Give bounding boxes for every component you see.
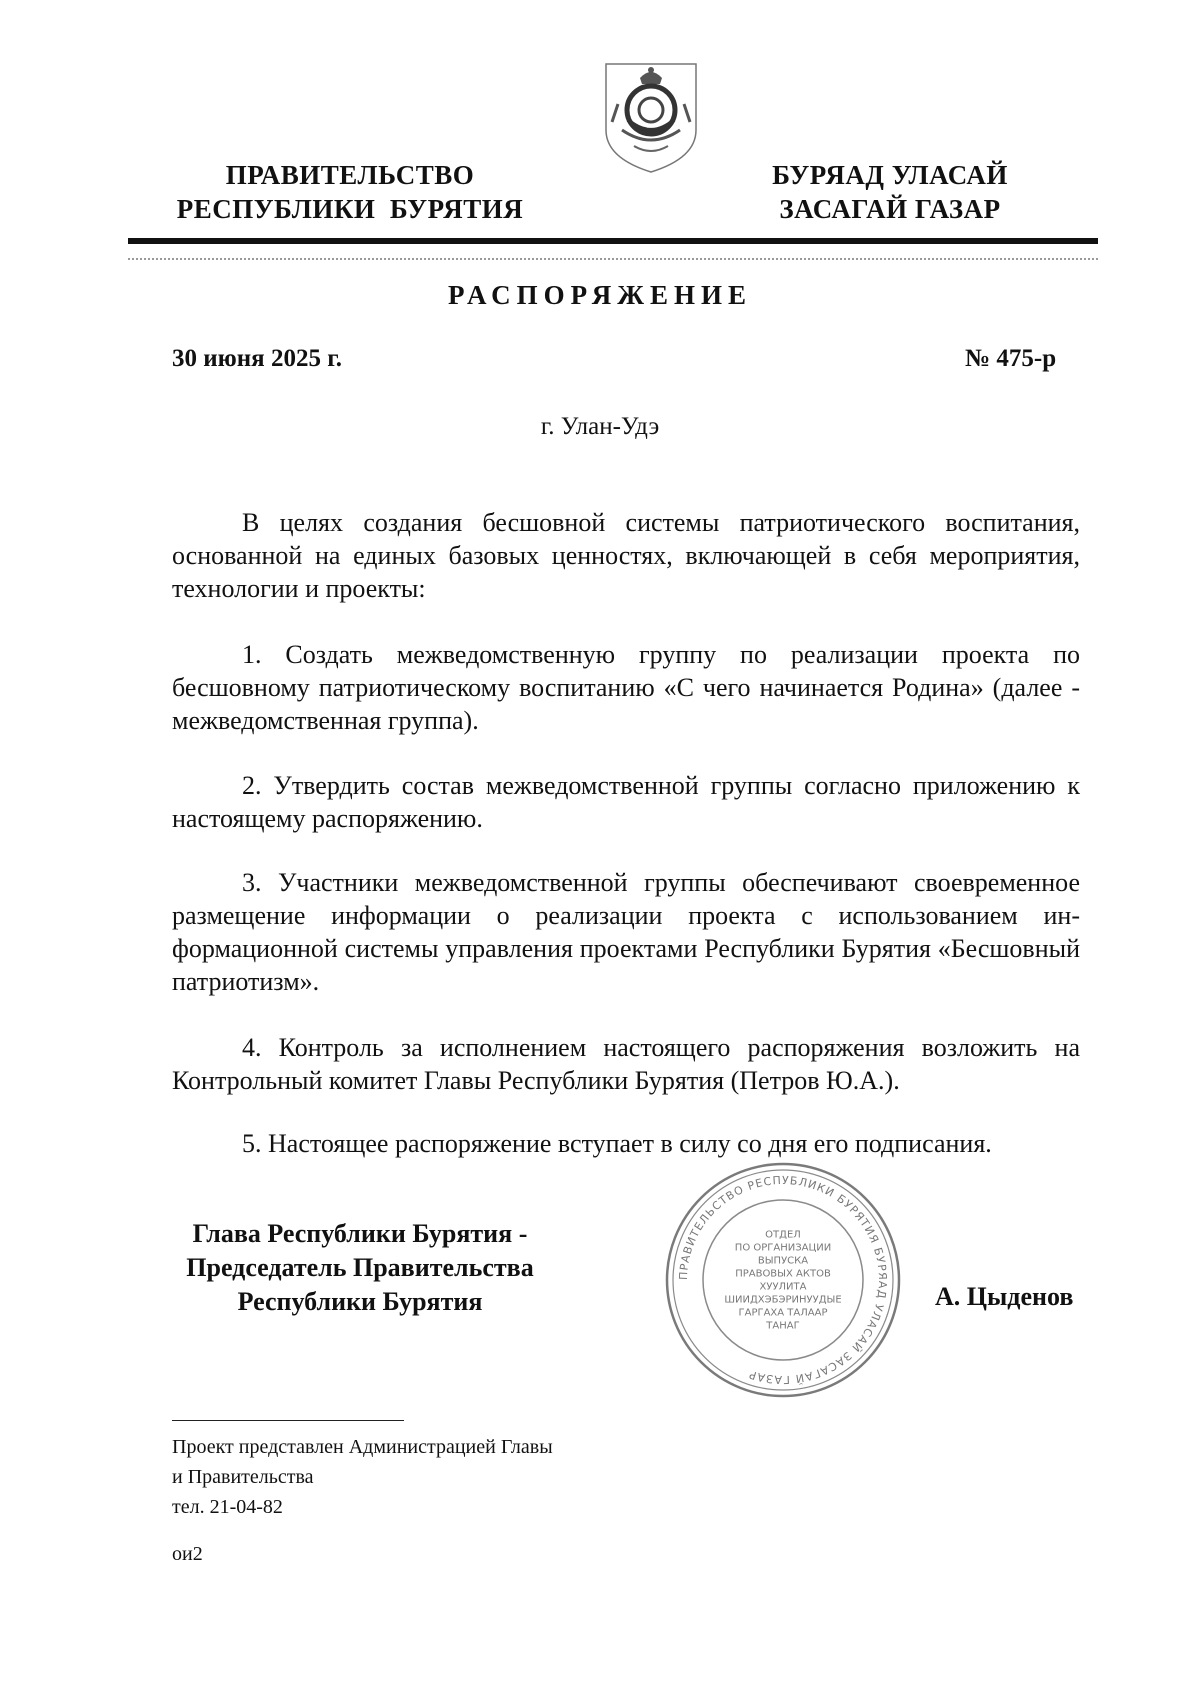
coat-of-arms-icon — [598, 58, 704, 176]
header-right — [740, 158, 1040, 226]
signer-title-line2: Председатель Правительства — [186, 1253, 534, 1282]
document-city: г. Улан-Удэ — [540, 413, 660, 440]
header-left-line2: РЕСПУБЛИКИ БУРЯТИЯ — [176, 194, 524, 224]
svg-text:ПРАВИТЕЛЬСТВО РЕСПУБЛИКИ БУРЯТ: ПРАВИТЕЛЬСТВО РЕСПУБЛИКИ БУРЯТИЯ БУРЯАД УЛАСАЙ ЗАСАГАЙ ГАЗАР — [676, 1173, 890, 1387]
official-seal — [663, 1160, 903, 1400]
document-number: № 475-р — [965, 345, 1057, 372]
paragraph-item-2: 2. Утвердить состав межведомственной группы согласно приложению к настоящему распоряжению. — [172, 771, 1080, 833]
paragraph-intro: В целях создания бесшовной системы патриотического воспитания, основанной на единых базовых ценностях, включающей в себя мероприятия, технологии и проекты: — [172, 508, 1080, 603]
document-date: 30 июня 2025 г. — [172, 345, 342, 372]
header-right-line2: ЗАСАГАЙ ГАЗАР — [779, 194, 1001, 224]
signer-title — [160, 1217, 560, 1319]
seal-inner-line: ТАНАГ — [766, 1320, 800, 1332]
paragraph-item-5: 5. Настоящее распоряжение вступает в силу со дня его подписания. — [242, 1129, 992, 1158]
header-right-line1: БУРЯАД УЛАСАЙ — [772, 160, 1008, 190]
seal-inner-line: ШИИДХЭБЭРИНУУДЫЕ — [724, 1294, 842, 1306]
seal-inner-line: ОТДЕЛ — [765, 1229, 801, 1241]
signer-name: А. Цыденов — [935, 1282, 1074, 1311]
seal-inner-line: ПРАВОВЫХ АКТОВ — [735, 1268, 831, 1280]
footnote — [172, 1432, 553, 1522]
header-left-line1: ПРАВИТЕЛЬСТВО — [225, 160, 475, 190]
paragraph-item-4: 4. Контроль за исполнением настоящего распоряжения возложить на Контрольный комитет Главы Республики Бурятия (Петров Ю.А.). — [172, 1033, 1080, 1095]
footnote-rule — [172, 1420, 404, 1421]
footnote-line3: тел. 21-04-82 — [172, 1496, 283, 1518]
seal-inner-line: ГАРГАХА ТАЛААР — [738, 1307, 828, 1319]
document-type: РАСПОРЯЖЕНИЕ — [447, 280, 753, 310]
document-code: ои2 — [172, 1543, 203, 1565]
header-rule — [128, 238, 1098, 244]
signer-title-line1: Глава Республики Бурятия - — [192, 1219, 528, 1248]
seal-inner-line: ВЫПУСКА — [757, 1255, 809, 1267]
seal-inner-line: ХУУЛИТА — [759, 1281, 807, 1293]
footnote-line2: и Правительства — [172, 1466, 314, 1488]
footnote-line1: Проект представлен Администрацией Главы — [172, 1436, 553, 1458]
signer-title-line3: Республики Бурятия — [237, 1287, 483, 1316]
paragraph-item-1: 1. Создать межведомственную группу по реализации проекта по бесшовному патриотическому воспитанию «С чего начинается Родина» (далее - межведомственная группа). — [172, 640, 1080, 735]
header-left — [160, 158, 540, 226]
paragraph-item-3: 3. Участники межведомственной группы обеспечивают своевременное размещение информации о реализации проекта с использованием информационной системы управления проектами Республики Бурятия «Бесшовный патриотизм». — [172, 868, 1080, 996]
header-rule-dotted — [128, 258, 1098, 260]
seal-inner-line: ПО ОРГАНИЗАЦИИ — [734, 1242, 832, 1254]
